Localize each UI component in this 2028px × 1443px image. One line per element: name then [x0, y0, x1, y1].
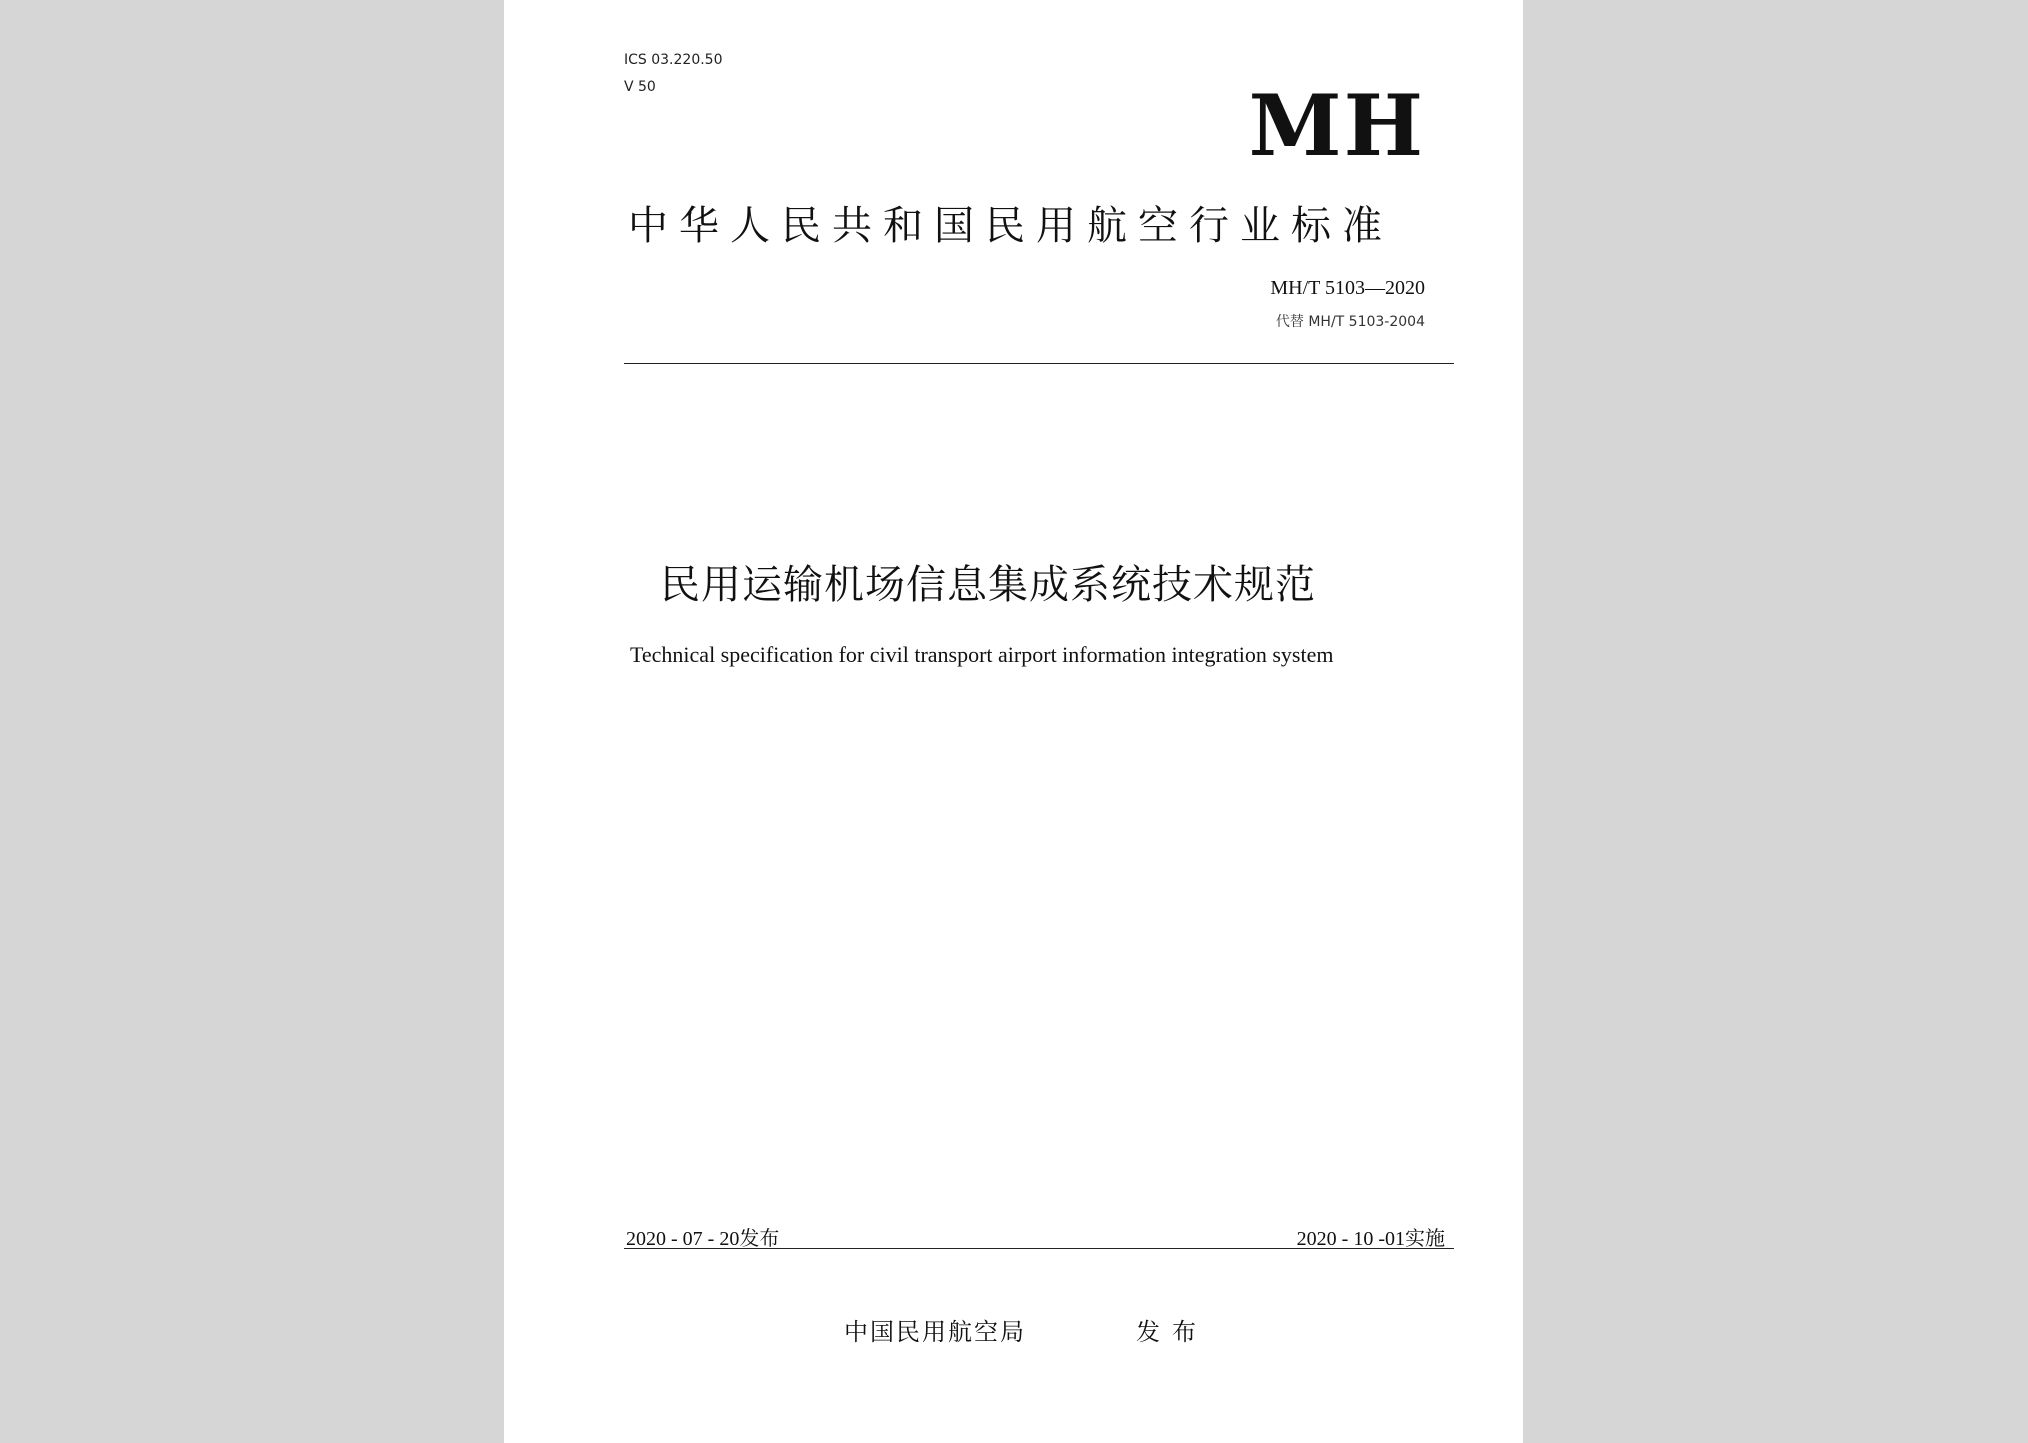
mh-logo: MH: [1248, 76, 1425, 175]
ccs-code: V 50: [624, 79, 656, 95]
top-divider: [624, 363, 1454, 364]
bottom-divider: [624, 1248, 1454, 1249]
replaces-standard: 代替 MH/T 5103-2004: [1275, 314, 1425, 330]
document-title-english: Technical specification for civil transport airport information integration system: [630, 642, 1334, 667]
document-title-chinese: 民用运输机场信息集成系统技术规范: [660, 562, 1316, 608]
standard-number: MH/T 5103—2020: [1270, 277, 1425, 299]
standard-category-title: 中华人民共和国民用航空行业标准: [628, 203, 1393, 249]
effective-date: 2020 - 10 -01实施: [1296, 1228, 1445, 1250]
publisher-name: 中国民用航空局: [844, 1318, 1026, 1346]
ics-code: ICS 03.220.50: [624, 52, 723, 68]
publish-label: 发布: [1136, 1318, 1208, 1346]
issue-date: 2020 - 07 - 20发布: [626, 1228, 780, 1250]
document-page: [504, 0, 1523, 1443]
